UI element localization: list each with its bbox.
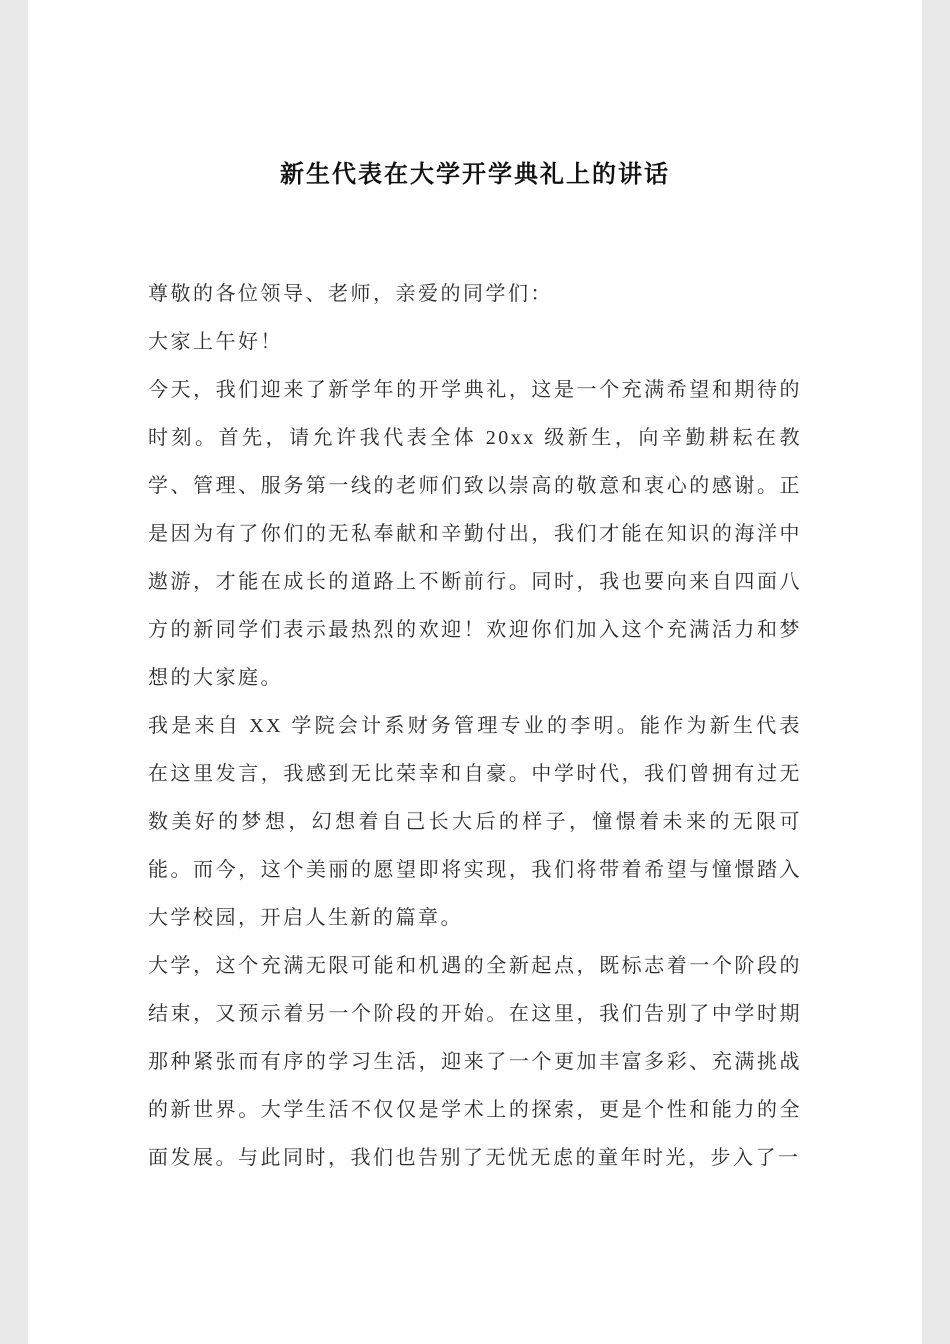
paragraph-university-life: 大学，这个充满无限可能和机遇的全新起点，既标志着一个阶段的结束，又预示着另一个阶段的开始。在这里，我们告别了中学时期那种紧张而有序的学习生活，迎来了一个更加丰富多彩、充满挑战的新世界。大学生活不仅仅是学术上的探索，更是个性和能力的全面发展。与此同时，我们也告别了无忧无虑的童年时光，步入了一 — [148, 955, 802, 1169]
document-body — [0, 270, 950, 1182]
left-page-edge — [0, 0, 28, 1344]
paragraph-opening: 今天，我们迎来了新学年的开学典礼，这是一个充满希望和期待的时刻。首先，请允许我代表全体 20xx 级新生，向辛勤耕耘在教学、管理、服务第一线的老师们致以崇高的敬意和衷心的感谢。正是因为有了你们的无私奉献和辛勤付出，我们才能在知识的海洋中遨游，才能在成长的道路上不断前行。同时，我也要向来自四面八方的新同学们表示最热烈的欢迎！欢迎你们加入这个充满活力和梦想的大家庭。 — [148, 379, 802, 689]
paragraph-greeting: 大家上午好！ — [148, 331, 283, 353]
right-page-edge — [922, 0, 950, 1344]
paragraph-self-introduction: 我是来自 XX 学院会计系财务管理专业的李明。能作为新生代表在这里发言，我感到无比荣幸和自豪。中学时代，我们曾拥有过无数美好的梦想，幻想着自己长大后的样子，憧憬着未来的无限可能。而今，这个美丽的愿望即将实现，我们将带着希望与憧憬踏入大学校园，开启人生新的篇章。 — [148, 715, 802, 929]
document-title: 新生代表在大学开学典礼上的讲话 — [280, 162, 670, 188]
paragraph-salutation: 尊敬的各位领导、老师，亲爱的同学们： — [148, 283, 553, 305]
